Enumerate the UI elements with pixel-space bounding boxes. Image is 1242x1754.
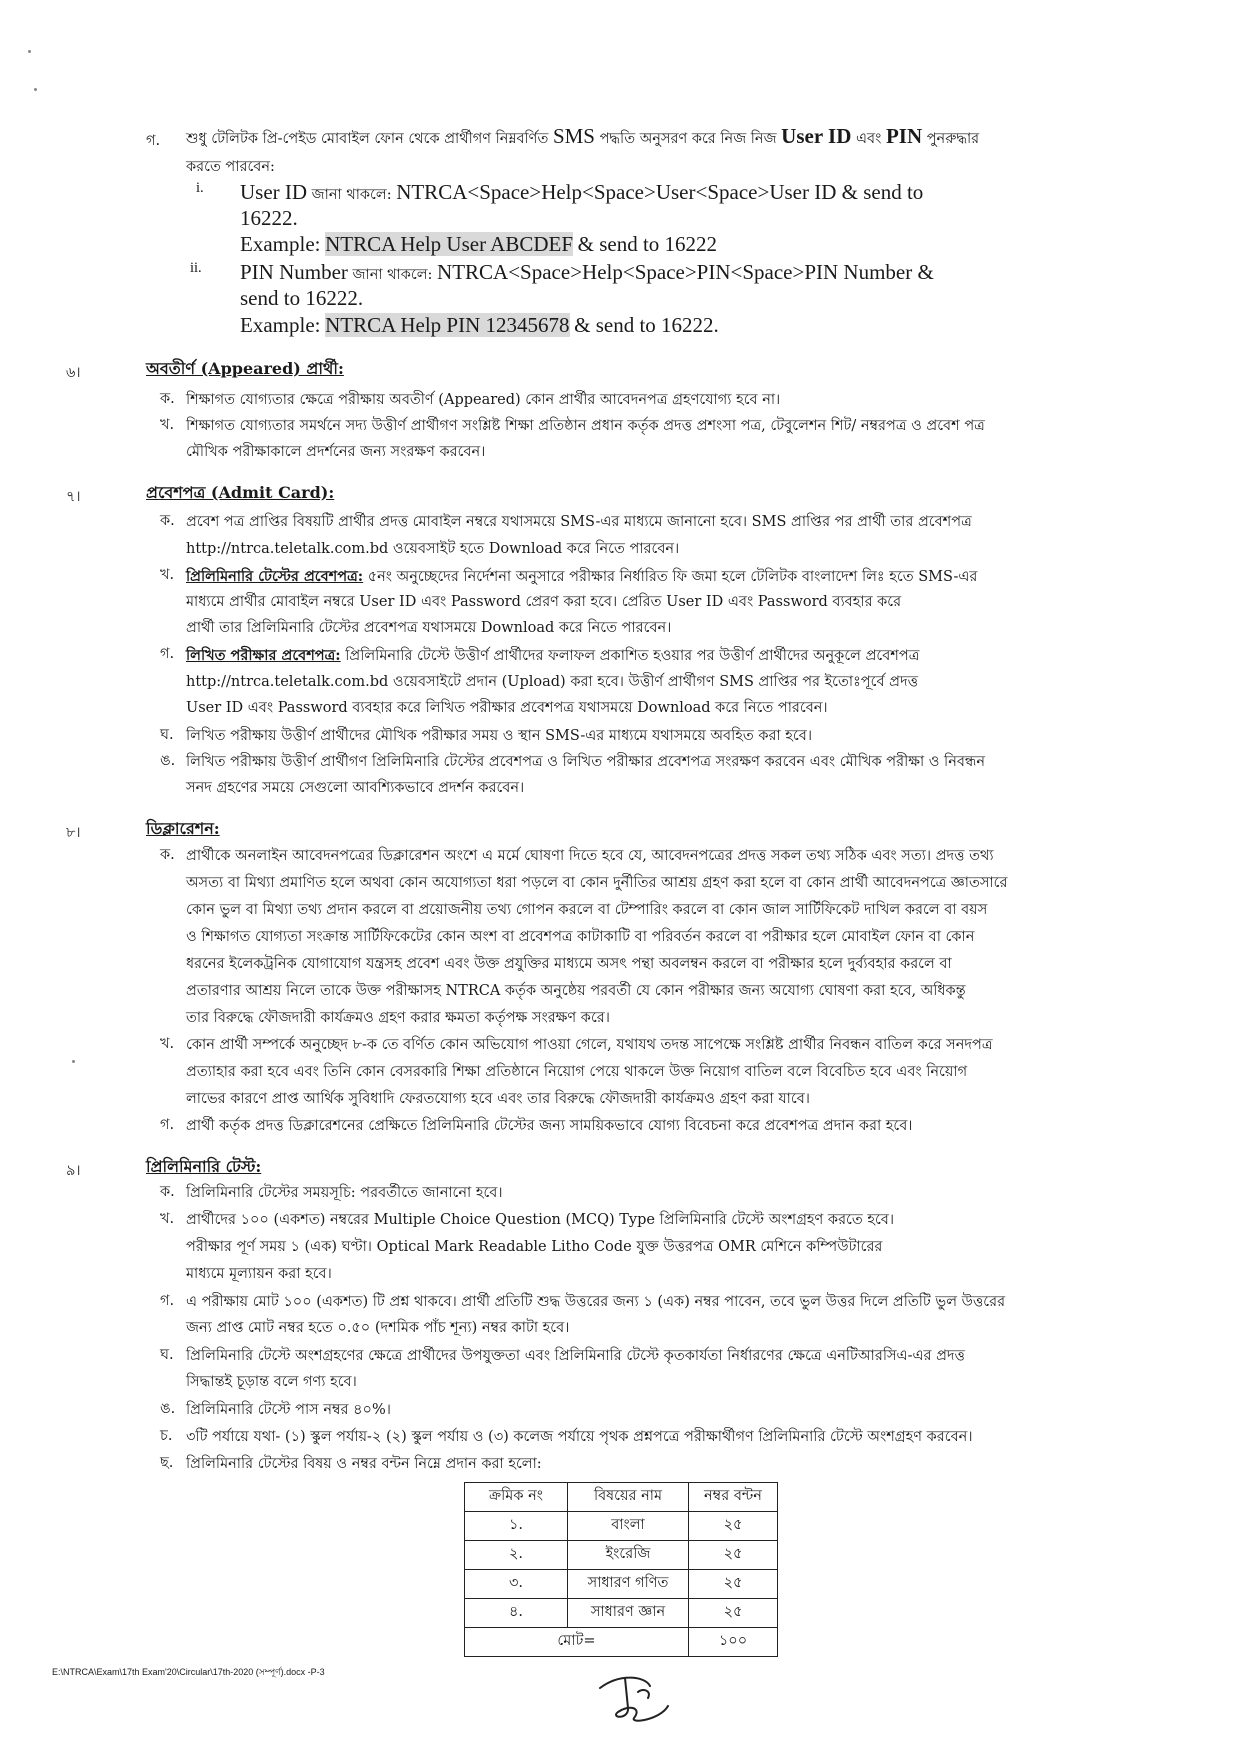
- sec9-gha-1: প্রিলিমিনারি টেস্টে অংশগ্রহণের ক্ষেত্রে প্রার্থীদের উপযুক্ততা এবং প্রিলিমিনারি টেস্টে কৃতকার্যতা নির্ধারণের ক্ষেত্রে এনটিআরসিএ-এর প্রদত্ত: [186, 1348, 965, 1364]
- roman-i-example: Example: NTRCA Help User ABCDEF & send to 16222: [240, 232, 718, 256]
- table-total-row: [465, 1628, 778, 1657]
- sec7-ga-2: http://ntrca.teletalk.com.bd ওয়েবসাইটে প্রদান (Upload) করা হবে। উত্তীর্ণ প্রার্থীগণ SMS প্রাপ্তির পর ইতোঃপূর্বে প্রদত্ত: [186, 674, 918, 690]
- sec9-cha: ৩টি পর্যায়ে যথা- (১) স্কুল পর্যায়-২ (২) স্কুল পর্যায় ও (৩) কলেজ পর্যায়ে পৃথক প্রশ্নপত্রে পরীক্ষার্থীগণ প্রিলিমিনারি টেস্টে অংশগ্রহণ করবেন।: [186, 1429, 973, 1445]
- sec8-kha-1: কোন প্রার্থী সম্পর্কে অনুচ্ছেদ ৮-ক তে বর্ণিত কোন অভিযোগ পাওয়া গেলে, যথাযথ তদন্ত সাপেক্ষে সংশ্লিষ্ট প্রার্থীর নিবন্ধন বাতিল করে সনদপত্র: [186, 1037, 993, 1053]
- table-cell: সাধারণ জ্ঞান: [568, 1599, 689, 1628]
- sec8-kha-3: লাভের কারণে প্রাপ্ত আর্থিক সুবিধাদি ফেরতযোগ্য হবে এবং তার বিরুদ্ধে ফৌজদারী কার্যক্রমও গ্রহণ করা যাবে।: [186, 1091, 810, 1107]
- section-title: অবতীর্ণ (Appeared) প্রার্থী:: [146, 359, 344, 378]
- item-label: খ.: [160, 417, 175, 433]
- item-label: ঙ.: [160, 1401, 176, 1417]
- item-label: খ.: [160, 1036, 175, 1052]
- scan-dot: [72, 1060, 75, 1063]
- roman-i-text: User ID জানা থাকলে: NTRCA<Space>Help<Space>User<Space>User ID & send to: [240, 180, 924, 204]
- item-label: ছ.: [160, 1455, 174, 1471]
- sec7-uma-2: সনদ গ্রহণের সময়ে সেগুলো আবশ্যিকভাবে প্রদর্শন করবেন।: [186, 780, 525, 796]
- column-header: নম্বর বন্টন: [689, 1483, 778, 1512]
- sec9-kha-1: প্রার্থীদের ১০০ (একশত) নম্বরের Multiple Choice Question (MCQ) Type প্রিলিমিনারি টেস্টে অংশগ্রহণ করতে হবে।: [186, 1212, 895, 1228]
- sec8-kha-2: প্রত্যাহার করা হবে এবং তিনি কোন বেসরকারি শিক্ষা প্রতিষ্ঠানে নিয়োগ পেয়ে থাকলে উক্ত নিয়োগ বাতিল বলে বিবেচিত হবে এবং নিয়োগ: [186, 1064, 968, 1080]
- column-header: বিষয়ের নাম: [568, 1483, 689, 1512]
- roman-ii: ii.: [190, 260, 202, 276]
- item-label: গ.: [160, 646, 175, 662]
- item-label: খ.: [160, 1211, 175, 1227]
- sec7-kha-2: মাধ্যমে প্রার্থীর মোবাইল নম্বরে User ID এবং Password প্রেরণ করা হবে। প্রেরিত User ID এবং Password ব্যবহার করে: [186, 594, 902, 610]
- table-cell: ২৫: [689, 1541, 778, 1570]
- item-label: খ.: [160, 567, 175, 583]
- scan-dot: [28, 50, 31, 53]
- sec9-ka: প্রিলিমিনারি টেস্টের সময়সূচি: পরবর্তীতে জানানো হবে।: [186, 1185, 503, 1201]
- sec9-kha-2: পরীক্ষার পূর্ণ সময় ১ (এক) ঘণ্টা। Optical Mark Readable Litho Code যুক্ত উত্তরপত্র OMR মেশিনে কম্পিউটারের: [186, 1239, 883, 1255]
- total-label: মোট=: [465, 1628, 689, 1657]
- table-cell: ২.: [465, 1541, 568, 1570]
- signature: [590, 1668, 680, 1728]
- item-label: ঘ.: [160, 1347, 174, 1363]
- table-row: [465, 1599, 778, 1628]
- sec8-ga: প্রার্থী কর্তৃক প্রদত্ত ডিক্লারেশনের প্রেক্ষিতে প্রিলিমিনারি টেস্টের জন্য সাময়িকভাবে যোগ্য বিবেচনা করে প্রবেশপত্র প্রদান করা হবে।: [186, 1118, 913, 1134]
- item-label: ঘ.: [160, 727, 174, 743]
- table-header-row: [465, 1483, 778, 1512]
- item-label: ক.: [160, 1184, 175, 1200]
- table-cell: সাধারণ গণিত: [568, 1570, 689, 1599]
- sec6-kha-1: শিক্ষাগত যোগ্যতার সমর্থনে সদ্য উত্তীর্ণ প্রার্থীগণ সংশ্লিষ্ট শিক্ষা প্রতিষ্ঠান প্রধান কর্তৃক প্রদত্ত প্রশংসা পত্র, টেবুলেশন শিট/ নম্বরপত্র ও প্রবেশ পত্র: [186, 418, 985, 434]
- sec9-gha-2: সিদ্ধান্তই চূড়ান্ত বলে গণ্য হবে।: [186, 1374, 357, 1390]
- sec9-uma: প্রিলিমিনারি টেস্টে পাস নম্বর ৪০%।: [186, 1402, 391, 1418]
- table-cell: বাংলা: [568, 1512, 689, 1541]
- marks-table: [464, 1482, 778, 1657]
- table-cell: ২৫: [689, 1570, 778, 1599]
- sec7-kha-3: প্রার্থী তার প্রিলিমিনারি টেস্টের প্রবেশপত্র যথাসময়ে Download করে নিতে পারবেন।: [186, 620, 672, 636]
- item-label: গ.: [146, 133, 161, 149]
- item-label: ক.: [160, 391, 175, 407]
- item-label: গ.: [160, 1293, 175, 1309]
- sec7-uma-1: লিখিত পরীক্ষায় উত্তীর্ণ প্রার্থীগণ প্রিলিমিনারি টেস্টের প্রবেশপত্র ও লিখিত পরীক্ষার প্রবেশপত্র সংরক্ষণ করবেন এবং মৌখিক পরীক্ষা ও নিবন্ধন: [186, 754, 986, 770]
- section-title: ডিক্লারেশন:: [146, 819, 220, 838]
- sec9-ga-2: জন্য প্রাপ্ত মোট নম্বর হতে ০.৫০ (দশমিক পাঁচ শূন্য) নম্বর কাটা হবে।: [186, 1320, 570, 1336]
- sec8-ka-5: ধরনের ইলেকট্রনিক যোগাযোগ যন্ত্রসহ প্রবেশ এবং উক্ত প্রযুক্তির মাধ্যমে অসৎ পন্থা অবলম্বন করলে বা পরীক্ষার হলে দুর্ব্যবহার করলে বা: [186, 956, 952, 972]
- section-title: প্রিলিমিনারি টেস্ট:: [146, 1157, 262, 1176]
- roman-ii-example: Example: NTRCA Help PIN 12345678 & send to 16222.: [240, 313, 719, 337]
- sec7-ka-2: http://ntrca.teletalk.com.bd ওয়েবসাইট হতে Download করে নিতে পারবেন।: [186, 541, 680, 557]
- section-number: ৮।: [66, 825, 81, 841]
- top-item-line-1: শুধু টেলিটক প্রি-পেইড মোবাইল ফোন থেকে প্রার্থীগণ নিম্নবর্ণিত SMS পদ্ধতি অনুসরণ করে নিজ নিজ User ID এবং PIN পুনরুদ্ধার: [186, 124, 980, 148]
- sec8-ka-4: ও শিক্ষাগত যোগ্যতা সংক্রান্ত সার্টিফিকেটের কোন অংশ বা প্রবেশপত্র কাটাকাটি বা পরিবর্তন করলে বা পরীক্ষার হলে মোবাইল ফোন বা কোন: [186, 929, 975, 945]
- item-label: চ.: [160, 1428, 173, 1444]
- sec9-ga-1: এ পরীক্ষায় মোট ১০০ (একশত) টি প্রশ্ন থাকবে। প্রার্থী প্রতিটি শুদ্ধ উত্তরের জন্য ১ (এক) নম্বর পাবেন, তবে ভুল উত্তর দিলে প্রতিটি ভুল উত্তরের: [186, 1294, 1006, 1310]
- table-row: [465, 1570, 778, 1599]
- section-number: ৭।: [66, 489, 81, 505]
- item-label: ঙ.: [160, 753, 176, 769]
- item-label: ক.: [160, 513, 175, 529]
- sec7-ga-3: User ID এবং Password ব্যবহার করে লিখিত পরীক্ষার প্রবেশপত্র যথাসময়ে Download করে নিতে পারবেন।: [186, 700, 828, 716]
- sec9-chha: প্রিলিমিনারি টেস্টের বিষয় ও নম্বর বন্টন নিম্নে প্রদান করা হলো:: [186, 1456, 542, 1472]
- top-item-line-2: করতে পারবেন:: [186, 159, 275, 175]
- item-label: ক.: [160, 847, 175, 863]
- sec8-ka-1: প্রার্থীকে অনলাইন আবেদনপত্রের ডিক্লারেশন অংশে এ মর্মে ঘোষণা দিতে হবে যে, আবেদনপত্রের প্রদত্ত সকল তথ্য সঠিক এবং সত্য। প্রদত্ত তথ্য: [186, 848, 994, 864]
- file-path-footer: E:\NTRCA\Exam\17th Exam'20\Circular\17th-2020 (সম্পূর্ণ).docx -P-3: [52, 1667, 325, 1677]
- scan-dot: [34, 88, 37, 91]
- roman-i-num: 16222.: [240, 206, 298, 230]
- column-header: ক্রমিক নং: [465, 1483, 568, 1512]
- table-row: [465, 1541, 778, 1570]
- section-number: ৬।: [66, 365, 81, 381]
- sec6-kha-2: মৌখিক পরীক্ষাকালে প্রদর্শনের জন্য সংরক্ষণ করবেন।: [186, 444, 486, 460]
- section-title: প্রবেশপত্র (Admit Card):: [146, 483, 335, 502]
- sec8-ka-3: কোন ভুল বা মিথ্যা তথ্য প্রদান করলে বা প্রয়োজনীয় তথ্য গোপন করলে বা টেম্পারিং করলে বা কোন জাল সার্টিফিকেট দাখিল করলে বা বয়স: [186, 902, 988, 918]
- sec7-kha-1: প্রিলিমিনারি টেস্টের প্রবেশপত্র: ৫নং অনুচ্ছেদের নির্দেশনা অনুসারে পরীক্ষার নির্ধারিত ফি জমা হলে টেলিটক বাংলাদেশ লিঃ হতে SMS-এর: [186, 568, 978, 585]
- table-cell: ৩.: [465, 1570, 568, 1599]
- item-label: গ.: [160, 1117, 175, 1133]
- sec6-ka: শিক্ষাগত যোগ্যতার ক্ষেত্রে পরীক্ষায় অবতীর্ণ (Appeared) কোন প্রার্থীর আবেদনপত্র গ্রহণযোগ্য হবে না।: [186, 392, 781, 408]
- table-row: [465, 1512, 778, 1541]
- table-cell: ২৫: [689, 1599, 778, 1628]
- sec8-ka-6: প্রতারণার আশ্রয় নিলে তাকে উক্ত পরীক্ষাসহ NTRCA কর্তৃক অনুষ্ঠেয় পরবর্তী যে কোন পরীক্ষার জন্য অযোগ্য ঘোষণা করা হবে, অধিকন্তু: [186, 983, 966, 999]
- sec9-kha-3: মাধ্যমে মূল্যায়ন করা হবে।: [186, 1266, 332, 1282]
- sec8-ka-2: অসত্য বা মিথ্যা প্রমাণিত হলে অথবা কোন অযোগ্যতা ধরা পড়লে বা কোন দুর্নীতির আশ্রয় গ্রহণ করা হলে বা কোন প্রার্থী আবেদনপত্রে জ্ঞাতসারে: [186, 875, 1008, 891]
- section-number: ৯।: [66, 1163, 81, 1179]
- roman-i: i.: [196, 180, 204, 196]
- roman-ii-num: send to 16222.: [240, 286, 364, 310]
- sec7-ga-1: লিখিত পরীক্ষার প্রবেশপত্র: প্রিলিমিনারি টেস্টে উত্তীর্ণ প্রার্থীদের ফলাফল প্রকাশিত হওয়ার পর উত্তীর্ণ প্রার্থীদের অনুকূলে প্রবেশপত্র: [186, 647, 920, 664]
- roman-ii-text: PIN Number জানা থাকলে: NTRCA<Space>Help<Space>PIN<Space>PIN Number &: [240, 260, 934, 284]
- table-cell: ইংরেজি: [568, 1541, 689, 1570]
- table-cell: ২৫: [689, 1512, 778, 1541]
- table-cell: ১.: [465, 1512, 568, 1541]
- total-value: ১০০: [689, 1628, 778, 1657]
- sec8-ka-7: তার বিরুদ্ধে ফৌজদারী কার্যক্রমও গ্রহণ করার ক্ষমতা কর্তৃপক্ষ সংরক্ষণ করে।: [186, 1010, 610, 1026]
- table-cell: ৪.: [465, 1599, 568, 1628]
- sec7-ka-1: প্রবেশ পত্র প্রাপ্তির বিষয়টি প্রার্থীর প্রদত্ত মোবাইল নম্বরে যথাসময়ে SMS-এর মাধ্যমে জানানো হবে। SMS প্রাপ্তির পর প্রার্থী তার প্রবেশপত্র: [186, 514, 972, 530]
- sec7-gha: লিখিত পরীক্ষায় উত্তীর্ণ প্রার্থীদের মৌখিক পরীক্ষার সময় ও স্থান SMS-এর মাধ্যমে যথাসময়ে অবহিত করা হবে।: [186, 728, 813, 744]
